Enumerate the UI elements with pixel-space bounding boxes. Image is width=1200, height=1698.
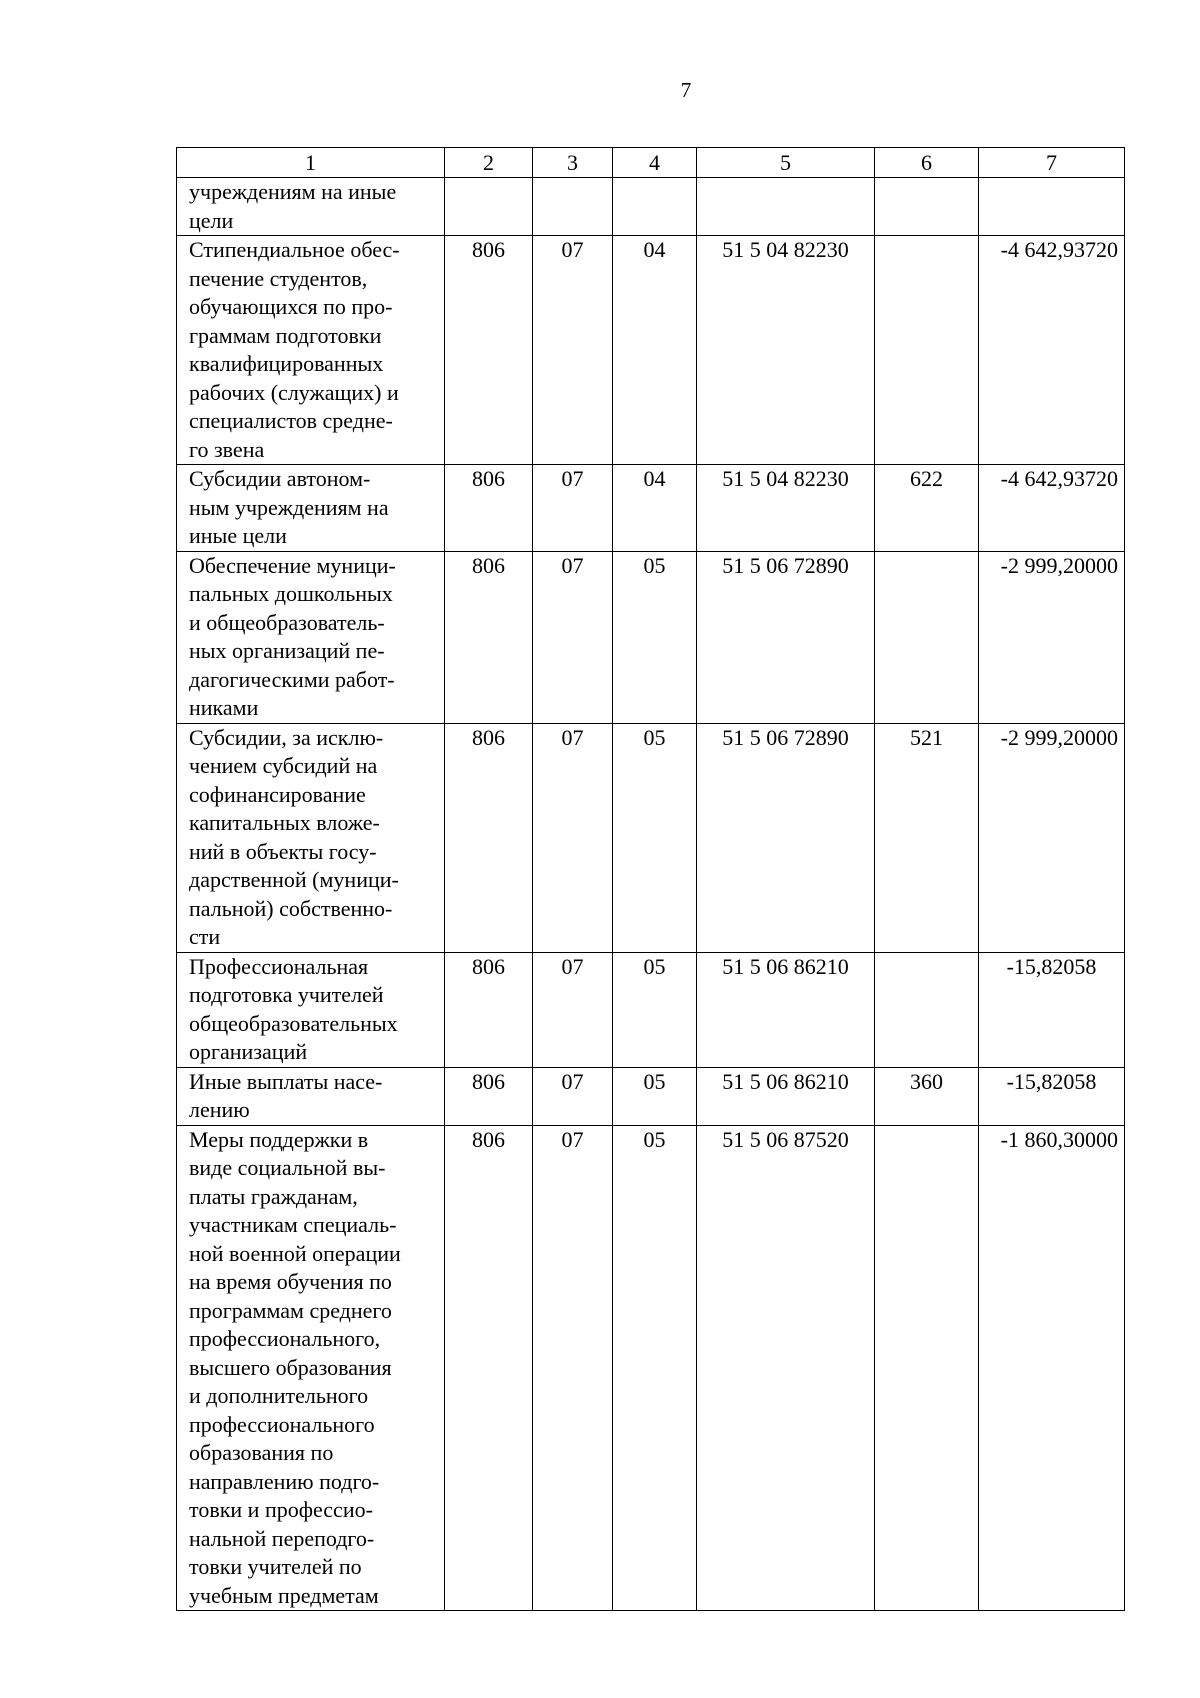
cell-target-article: 51 5 06 87520 [697, 1125, 875, 1611]
name-line: образования по [189, 1440, 334, 1465]
cell-amount: -4 642,93720 [979, 465, 1125, 552]
name-line: Профессиональная [189, 953, 369, 979]
name-line: лению [189, 1097, 250, 1122]
name-line: программам среднего [189, 1297, 392, 1323]
name-line: платы гражданам, [189, 1183, 358, 1209]
cell-amount: -15,82058 [979, 952, 1125, 1067]
cell-section: 07 [533, 236, 613, 465]
table-row [177, 465, 1125, 552]
name-line: участникам специаль- [189, 1212, 397, 1237]
name-line: и общеобразователь- [189, 609, 385, 635]
cell-name [177, 1125, 445, 1611]
cell-name [177, 178, 445, 236]
cell-expense-type: 360 [875, 1067, 979, 1125]
cell-ministry-code: 806 [445, 952, 533, 1067]
name-line: дарственной (муници- [189, 867, 399, 892]
name-line: товки и профессио- [189, 1497, 373, 1522]
cell-target-article: 51 5 06 86210 [697, 1067, 875, 1125]
cell-ministry-code: 806 [445, 723, 533, 952]
cell-name [177, 236, 445, 465]
table-row [177, 236, 1125, 465]
cell-amount: -15,82058 [979, 1067, 1125, 1125]
page-number: 7 [680, 78, 692, 102]
cell-target-article: 51 5 04 82230 [697, 236, 875, 465]
column-header: 4 [613, 148, 697, 178]
cell-amount: -2 999,20000 [979, 551, 1125, 723]
name-line: профессионального [189, 1411, 375, 1437]
cell-section: 07 [533, 952, 613, 1067]
column-header: 2 [445, 148, 533, 178]
name-line: софинансирование [189, 781, 366, 807]
name-line: дагогическими работ- [189, 666, 395, 692]
cell-target-article: 51 5 04 82230 [697, 465, 875, 552]
name-line: обучающихся по про- [189, 294, 393, 319]
cell-name [177, 465, 445, 552]
cell-subsection: 05 [613, 551, 697, 723]
name-line: высшего образования [189, 1354, 392, 1380]
cell-expense-type [875, 952, 979, 1067]
cell-subsection: 05 [613, 1125, 697, 1611]
cell-section: 07 [533, 551, 613, 723]
cell-section: 07 [533, 723, 613, 952]
name-line: никами [189, 695, 259, 720]
cell-subsection: 04 [613, 465, 697, 552]
cell-expense-type [875, 178, 979, 236]
column-header: 5 [697, 148, 875, 178]
name-line: виде социальной вы- [189, 1155, 386, 1180]
name-line: нальной переподго- [189, 1525, 375, 1551]
name-line: цели [189, 207, 234, 233]
cell-amount: -4 642,93720 [979, 236, 1125, 465]
name-line: профессионального, [189, 1326, 381, 1351]
table-row [177, 952, 1125, 1067]
name-line: специалистов средне- [189, 408, 393, 433]
name-line: Субсидии автоном- [189, 466, 371, 491]
name-line: граммам подготовки [189, 322, 382, 348]
column-header: 1 [177, 148, 445, 178]
name-line: подготовка учителей [189, 982, 384, 1007]
name-line: капитальных вложе- [189, 810, 380, 835]
header-row [177, 148, 1125, 178]
name-line: Обеспечение муници- [189, 552, 396, 578]
name-line: учреждениям на иные [189, 179, 397, 204]
budget-table [176, 147, 1125, 1611]
name-line: Субсидии, за исклю- [189, 724, 384, 750]
cell-name [177, 723, 445, 952]
cell-section [533, 178, 613, 236]
cell-expense-type [875, 236, 979, 465]
cell-subsection: 05 [613, 723, 697, 952]
cell-amount: -1 860,30000 [979, 1125, 1125, 1611]
cell-amount [979, 178, 1125, 236]
cell-name [177, 551, 445, 723]
cell-section: 07 [533, 1067, 613, 1125]
name-line: го звена [189, 436, 265, 462]
cell-expense-type [875, 551, 979, 723]
name-line: сти [189, 924, 221, 949]
name-line: товки учителей по [189, 1554, 362, 1579]
table-row [177, 551, 1125, 723]
cell-subsection: 04 [613, 236, 697, 465]
cell-subsection [613, 178, 697, 236]
table-row [177, 1067, 1125, 1125]
name-line: общеобразовательных [189, 1010, 398, 1036]
cell-target-article [697, 178, 875, 236]
cell-target-article: 51 5 06 72890 [697, 551, 875, 723]
name-line: на время обучения по [189, 1269, 392, 1294]
table-row [177, 178, 1125, 236]
name-line: организаций [189, 1039, 308, 1064]
name-line: Иные выплаты насе- [189, 1068, 383, 1094]
name-line: направлению подго- [189, 1468, 380, 1494]
cell-expense-type [875, 1125, 979, 1611]
cell-section: 07 [533, 1125, 613, 1611]
table-row [177, 723, 1125, 952]
name-line: рабочих (служащих) и [189, 379, 399, 405]
cell-ministry-code: 806 [445, 236, 533, 465]
name-line: иные цели [189, 523, 287, 548]
cell-ministry-code: 806 [445, 1067, 533, 1125]
name-line: ных организаций пе- [189, 638, 385, 663]
cell-target-article: 51 5 06 86210 [697, 952, 875, 1067]
cell-subsection: 05 [613, 952, 697, 1067]
column-header: 3 [533, 148, 613, 178]
name-line: Меры поддержки в [189, 1126, 369, 1152]
cell-amount: -2 999,20000 [979, 723, 1125, 952]
cell-ministry-code: 806 [445, 1125, 533, 1611]
cell-ministry-code [445, 178, 533, 236]
cell-name [177, 952, 445, 1067]
table-row [177, 1125, 1125, 1611]
column-header: 6 [875, 148, 979, 178]
name-line: квалифицированных [189, 351, 384, 376]
name-line: и дополнительного [189, 1383, 369, 1408]
cell-section: 07 [533, 465, 613, 552]
cell-name [177, 1067, 445, 1125]
name-line: Стипендиальное обес- [189, 237, 400, 262]
cell-expense-type: 622 [875, 465, 979, 552]
cell-ministry-code: 806 [445, 465, 533, 552]
name-line: ний в объекты госу- [189, 838, 377, 864]
cell-expense-type: 521 [875, 723, 979, 952]
name-line: чением субсидий на [189, 753, 378, 778]
name-line: ным учреждениям на [189, 494, 389, 520]
name-line: ной военной операции [189, 1240, 401, 1266]
name-line: печение студентов, [189, 265, 368, 291]
cell-target-article: 51 5 06 72890 [697, 723, 875, 952]
name-line: пальной) собственно- [189, 895, 393, 921]
name-line: пальных дошкольных [189, 581, 393, 606]
column-header: 7 [979, 148, 1125, 178]
cell-subsection: 05 [613, 1067, 697, 1125]
cell-ministry-code: 806 [445, 551, 533, 723]
name-line: учебным предметам [189, 1582, 379, 1608]
